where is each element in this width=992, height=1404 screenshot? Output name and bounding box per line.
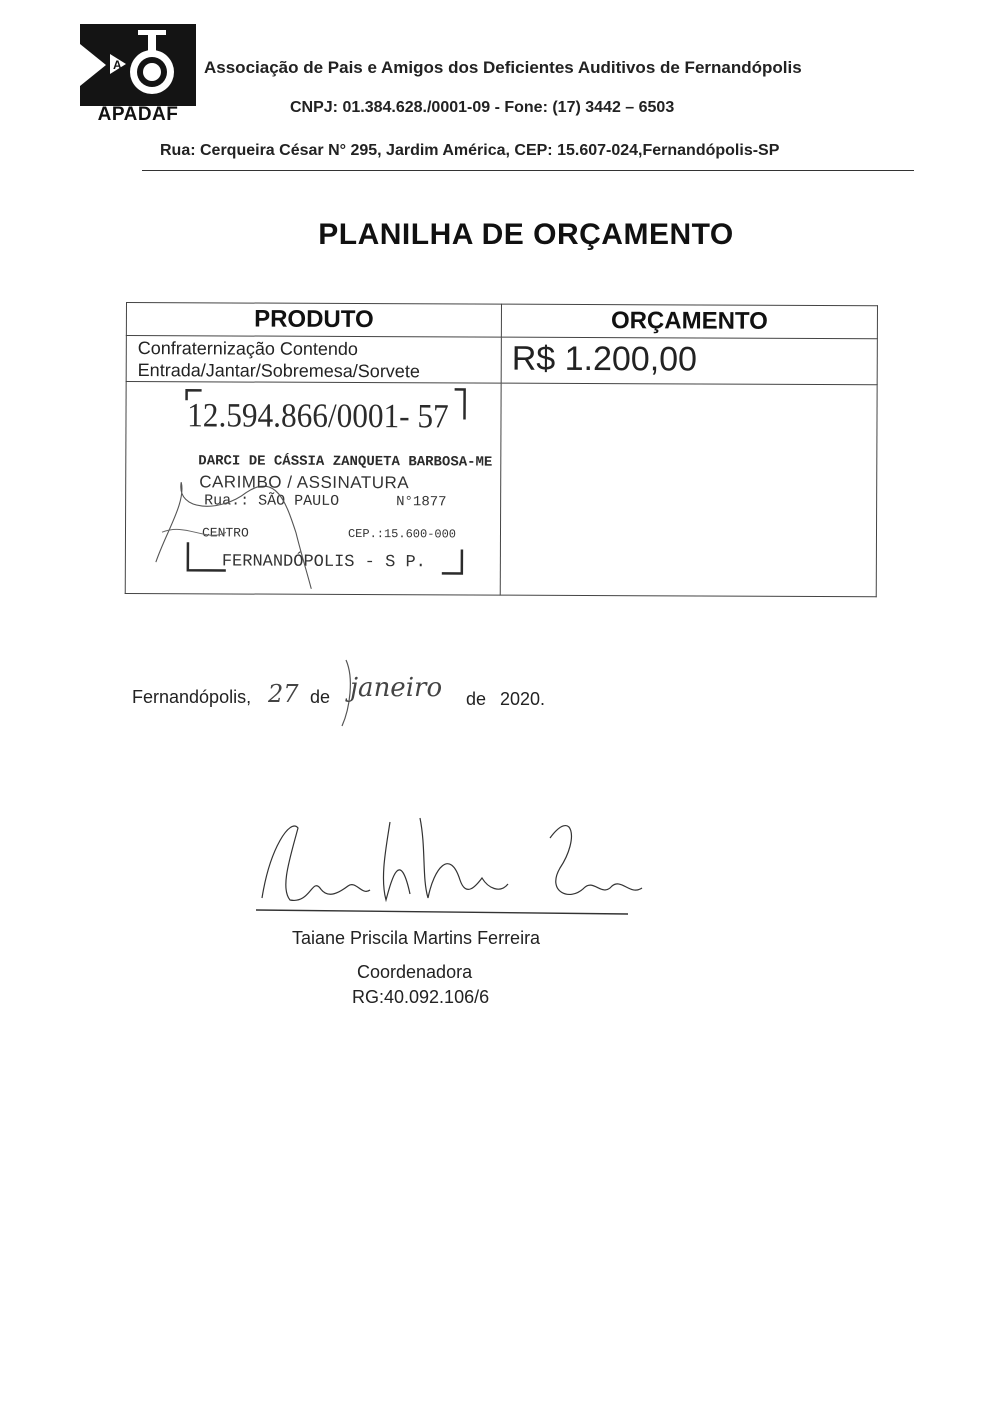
empty-budget-cell xyxy=(500,383,877,597)
table-row xyxy=(125,382,877,597)
stamp-street: Rua.: SÃO PAULO xyxy=(204,492,340,510)
stamp-cell xyxy=(125,382,501,596)
header-budget: ORÇAMENTO xyxy=(501,304,877,339)
logo-emblem xyxy=(80,24,196,106)
table-header-row xyxy=(126,303,877,339)
signer-role: Coordenadora xyxy=(357,962,473,982)
date-year: 2020. xyxy=(500,689,546,709)
date-preposition-2: de xyxy=(466,689,487,709)
signer-name: Taiane Priscila Martins Ferreira xyxy=(292,928,541,948)
logo-letter: A xyxy=(113,58,122,72)
handwritten-date xyxy=(250,648,450,738)
stamp-cnpj: 12.594.866/0001- 57 xyxy=(187,397,449,436)
budget-table xyxy=(125,302,878,597)
budget-value: R$ 1.200,00 xyxy=(511,339,698,379)
organization-cnpj-phone: CNPJ: 01.384.628./0001-09 - Fone: (17) 3442 – 6503 xyxy=(290,99,675,116)
handwritten-signature xyxy=(250,808,650,920)
date-city: Fernandópolis, xyxy=(132,687,252,707)
stamp-signature-caption: CARIMBO / ASSINATURA xyxy=(199,472,410,493)
product-description xyxy=(127,336,501,383)
document-title: PLANILHA DE ORÇAMENTO xyxy=(318,218,734,251)
header-divider xyxy=(142,170,914,171)
signature-line xyxy=(256,910,628,914)
product-line-2: Entrada/Jantar/Sobremesa/Sorvete xyxy=(137,360,420,382)
date-preposition-1: de xyxy=(310,687,331,707)
stamp-district: CENTRO xyxy=(201,525,249,541)
handwritten-month: janeiro xyxy=(350,673,443,703)
stamp-city: FERNANDÓPOLIS - S P. xyxy=(221,552,426,573)
organization-address: Rua: Cerqueira César N° 295, Jardim América, CEP: 15.607-024,Fernandópolis-SP xyxy=(160,142,780,159)
budget-cell xyxy=(501,337,877,385)
handwritten-day: 27 xyxy=(268,680,299,708)
stamp-cep: CEP.:15.600-000 xyxy=(347,526,457,542)
product-cell xyxy=(126,336,501,384)
stamp-number: N°1877 xyxy=(396,494,447,511)
organization-name: Associação de Pais e Amigos dos Deficientes Auditivos de Fernandópolis xyxy=(204,58,802,77)
table-row xyxy=(126,336,877,385)
product-line-1: Confraternização Contendo xyxy=(137,338,358,360)
signer-rg: RG:40.092.106/6 xyxy=(352,987,490,1007)
logo-wordmark: APADAF xyxy=(97,104,179,125)
stamp-company: DARCI DE CÁSSIA ZANQUETA BARBOSA-ME xyxy=(198,453,493,471)
header-product: PRODUTO xyxy=(126,303,501,338)
